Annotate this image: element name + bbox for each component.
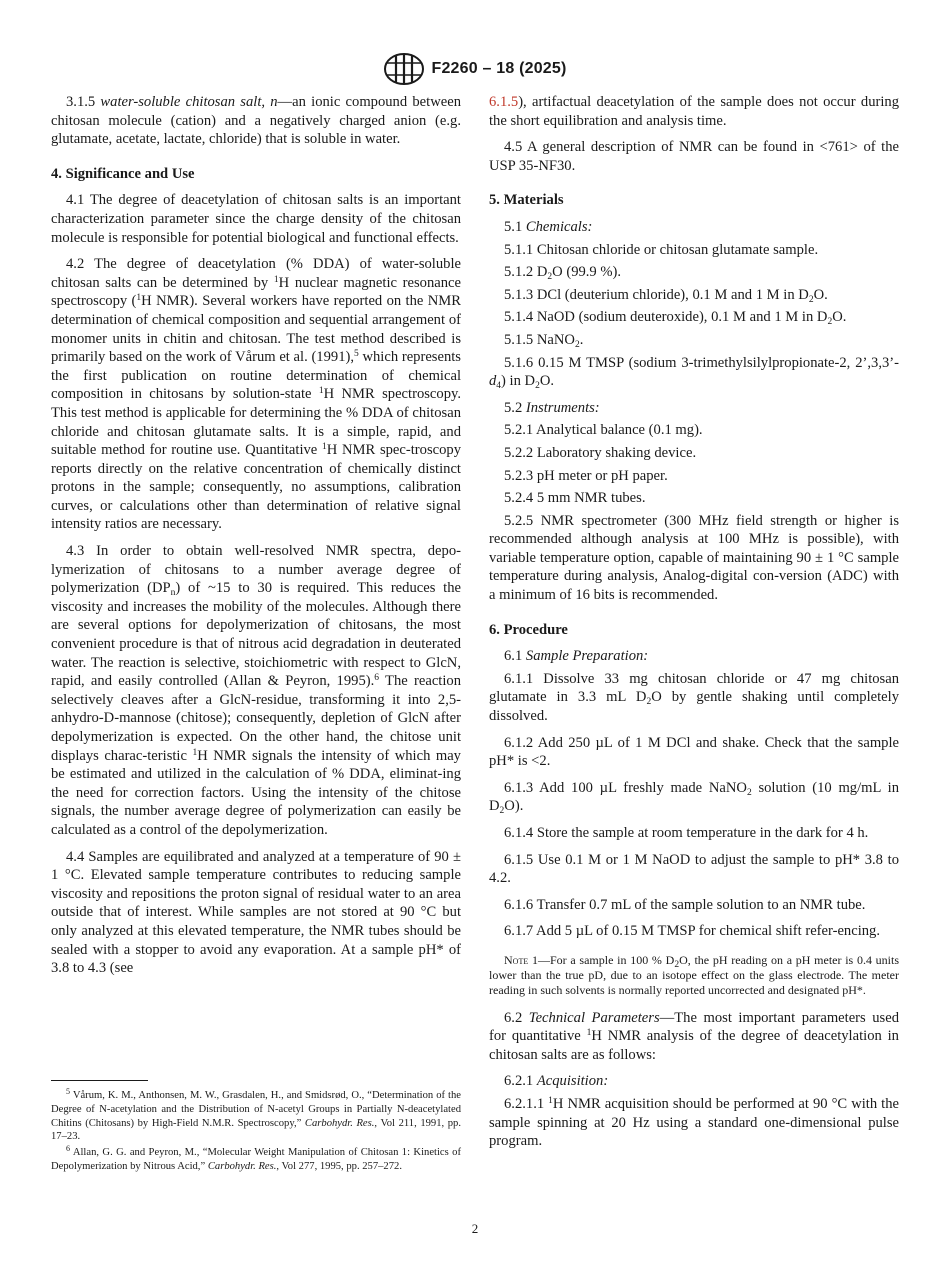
paragraph-6-2-1-1: 6.2.1.1 $^1$H NMR acquisition should be performed at 90 °C with the sample spinning at 20 Hz using a standard one-dimensional pulse program. (489, 1095, 899, 1150)
paragraph-6-1-2: 6.1.2 Add 250 µL of 1 M DCl and shake. Check that the sample pH* is <2. (489, 734, 899, 770)
section-heading-4: 4. Significance and Use (51, 165, 195, 182)
paragraph-6-2-1: 6.2.1 Acquisition: (504, 1073, 609, 1090)
paragraph-5-2-2: 5.2.2 Laboratory shaking device. (504, 444, 697, 461)
paragraph-5-1: 5.1 Chemicals: (504, 218, 593, 235)
paragraph-5-2: 5.2 Instruments: (504, 399, 600, 416)
paragraph-6-2: 6.2 Technical Parameters—The most important parameters used for quantitative $^1$H NMR analysis of the degree of deacetylation in chitosan salts are as follows: (489, 1009, 900, 1063)
paragraph-5-1-5: 5.1.5 NaNO$_2$. (504, 331, 584, 350)
footnotes (51, 1089, 461, 1176)
paragraph-6-1-1: 6.1.1 Dissolve 33 mg chitosan chloride or 47 mg chitosan glutamate in 3.3 mL $D_2O$ by gentle shaking until completely dissolved. (489, 670, 900, 725)
paragraph-3-1-5: 3.1.5 water-soluble chitosan salt, n—an ionic compound between chitosan molecule (cation) and a negatively charged anion (e.g. glutamate, acetate, lactate, chloride) that is soluble in water. (51, 94, 461, 148)
paragraph-4-5: 4.5 A general description of NMR can be found in <761> of the USP 35-NF30. (489, 139, 899, 174)
section-heading-5: 5. Materials (489, 192, 564, 209)
page-header (0, 52, 950, 86)
astm-logo-icon (383, 52, 425, 86)
footnote-divider (51, 1080, 148, 1081)
section-link-6-1-5[interactable]: 6.1.5 (489, 94, 519, 110)
footnote-6: $^6$ Allan, G. G. and Peyron, M., “Molecular Weight Manipulation of Chitosan 1: Kinetics of Depolymerization by Nitrous Acid,” Carbohydr. Res., Vol 277, 1995, pp. 257–272. (51, 1144, 461, 1172)
paragraph-6-1-7: 6.1.7 Add 5 µL of 0.15 M TMSP for chemical shift refer-encing. (504, 923, 880, 940)
paragraph-5-2-3: 5.2.3 pH meter or pH paper. (504, 467, 668, 484)
paragraph-5-1-1: 5.1.1 Chitosan chloride or chitosan glutamate sample. (504, 241, 819, 258)
paragraph-5-2-4: 5.2.4 5 mm NMR tubes. (504, 490, 646, 507)
paragraph-4-4: 4.4 Samples are equilibrated and analyzed at a temperature of 90 ± 1 °C. Elevated sample temperature contributes to reducing sample viscosity and repositions the proton signal of residual water to an area outside that of interest. While samples are not stored at 90 °C but only analyzed at this elevated temperature, the NMR tubes should be sealed with a stopper to avoid any evaporation. At a sample pH* of 3.8 to 4.3 (see (51, 848, 461, 977)
left-column (51, 93, 461, 986)
paragraph-4-1: 4.1 The degree of deacetylation of chitosan salts is an important characterization parameter since the charge density of the chitosan molecule is responsible for potential biological and functional effects. (51, 192, 461, 246)
paragraph-5-2-1: 5.2.1 Analytical balance (0.1 mg). (504, 422, 703, 439)
paragraph-5-1-2: 5.1.2 $D_2O$ (99.9 %). (504, 264, 622, 283)
page-number: 2 (471, 1221, 479, 1236)
paragraph-6-1-3: 6.1.3 Add 100 µL freshly made NaNO$_2$ solution (10 mg/mL in $D_2O$). (489, 779, 899, 817)
paragraph-4-3: 4.3 In order to obtain well-resolved NMR spectra, depo-lymerization of chitosans to a number average degree of polymerization $(DP_n)$ of ~15 to 30 is required. This reduces the viscosity and increases the mobility of the molecules. Although there are several options for depolymerization of chitosans, the most convenient procedure is that of nitrous acid degradation in deuterated water. The reaction is selective, stoichiometric with respect to GlcN, rapid, and easily controlled (Allan & Peyron, 1995).$^6$ The reaction selectively cleaves after a GlcN-residue, transforming it into 2,5-anhydro-D-mannose (chitose); consequently, depletion of GlcN after depolymerization is expected. On the other hand, the chitose unit displays charac-teristic $^1$H NMR signals the intensity of which may be estimated and utilized in the calculation of % DDA, eliminat-ing the need for correction factors. Using the intensity of the chitose signals, the number average degree of polymerization can easily be calculated as a control of the depolymerization. (51, 543, 461, 838)
right-column (489, 93, 899, 1159)
paragraph-4-2: 4.2 The degree of deacetylation (% DDA) of water-soluble chitosan salts can be determined by $^1$H nuclear magnetic resonance spectroscopy ($^1$H NMR). Several workers have reported on the NMR determination of chemical composition and sequential arrangement of monomer units in chitin and chitosan. The test method described is primarily based on the work of Vårum et al. (1991),$^5$ which represents the first publication on routine determination of chemical composition in chitosans by solution-state $^1$H NMR spectroscopy. This test method is applicable for determining the % DDA of chitosan chloride and chitosan glutamate salts. It is a simple, rapid, and suitable method for routine use. Quantitative $^1$H NMR spec-troscopy reports directly on the relative concentration of chemically distinct protons in the sample; consequently, no assumptions, calibration curves, or calculations other than determination of relative signal intensity ratios are necessary. (51, 256, 462, 533)
paragraph-5-1-3: 5.1.3 DCl (deuterium chloride), 0.1 M and 1 M in $D_2O$. (504, 286, 828, 305)
paragraph-6-1-5: 6.1.5 Use 0.1 M or 1 M NaOD to adjust the sample to pH* 3.8 to 4.2. (489, 851, 899, 887)
note-1: Note 1—For a sample in 100 % $D_2O$, the pH reading on a pH meter is 0.4 units lower than the true pD, due to an isotope effect on the glass electrode. The meter reading in such solvents is normally reported uncorrected and designated pH*. (489, 952, 900, 998)
paragraph-4-4-continued: 6.1.5), artifactual deacetylation of the sample does not occur during the short equilibration and analysis time. (489, 94, 899, 129)
paragraph-6-1-4: 6.1.4 Store the sample at room temperature in the dark for 4 h. (504, 825, 869, 841)
footnote-5: $^5$ Vårum, K. M., Anthonsen, M. W., Grasdalen, H., and Smidsrød, O., “Determination of the Degree of N-acetylation and the Distribution of N-acetyl Groups in Partially N-deacetylated Chitins (Chitosans) by High-Field N.M.R. Spectroscopy,” Carbohydr. Res., Vol 211, 1991, pp. 17–23. (51, 1087, 461, 1143)
section-heading-6: 6. Procedure (489, 621, 568, 638)
paragraph-6-1: 6.1 Sample Preparation: (504, 648, 649, 665)
paragraph-5-1-6: 5.1.6 0.15 M TMSP (sodium 3-trimethylsilylpropionate-2, $2’,3,3’-d_4$) in $D_2O$. (489, 354, 899, 392)
paragraph-5-2-5: 5.2.5 NMR spectrometer (300 MHz field strength or higher is recommended although analysis at 100 MHz is possible), with variable temperature option, capable of maintaining 90 ± 1 °C sample temperature during analysis, Analog-digital con-version (ADC) with a minimum of 16 bits is recommended. (489, 512, 899, 604)
paragraph-6-1-6: 6.1.6 Transfer 0.7 mL of the sample solution to an NMR tube. (504, 896, 866, 913)
standard-designation: F2260 – 18 (2025) (431, 60, 567, 77)
paragraph-5-1-4: 5.1.4 NaOD (sodium deuteroxide), 0.1 M and 1 M in $D_2O$. (504, 309, 847, 328)
